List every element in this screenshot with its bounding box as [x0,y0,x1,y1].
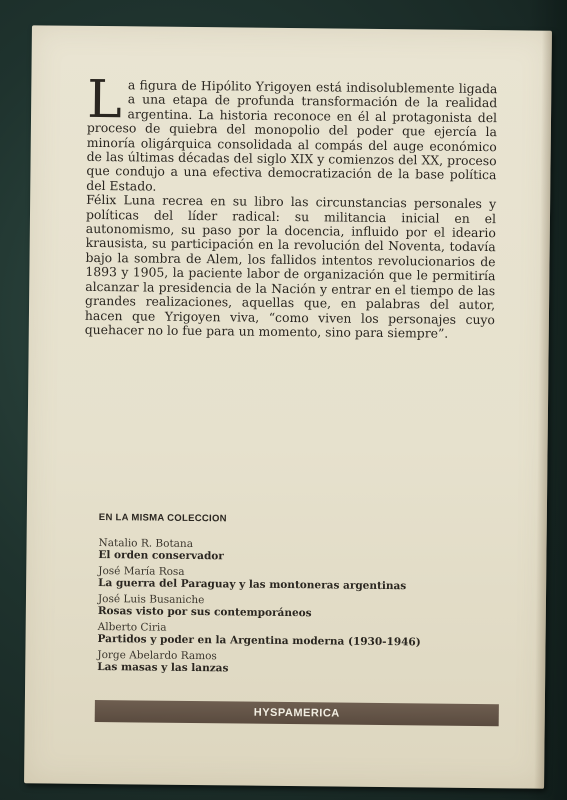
publisher-name: HYSPAMERICA [253,706,340,720]
entry-title: El orden conservador [98,549,224,563]
entry-title: Rosas visto por sus contemporáneos [97,605,312,620]
entry-author: Alberto Ciria [97,621,167,634]
entry-author: Natalio R. Botana [98,537,194,551]
list-item [98,537,498,565]
list-item [98,593,498,621]
dropcap-letter: L [86,69,123,131]
entry-author: José María Rosa [98,565,185,578]
blurb-paragraph-1 [86,69,498,198]
blurb-text [84,69,498,342]
book-back-cover [24,25,552,788]
collection-list [97,512,499,681]
publisher-bar [95,700,499,726]
list-item [97,649,497,677]
entry-title: Partidos y poder en la Argentina moderna (1930-1946) [97,633,421,649]
collection-heading: EN LA MISMA COLECCION [98,512,227,525]
entry-title: La guerra del Paraguay y las montoneras argentinas [98,577,407,593]
entry-author: Jorge Abelardo Ramos [97,649,217,663]
entry-author: José Luis Busaniche [97,593,205,607]
list-item [98,565,498,593]
entry-title: Las masas y las lanzas [97,661,229,675]
blurb-paragraph-2: Félix Luna recrea en su libro las circunstancias personales y políticas del líder radical: su militancia inicial en el autonomismo, su paso por la docencia, influido por el ideario krausista, su participación en la revolución del Noventa, todavía bajo la sombra de Alem, los fallidos intentos revolucionarios de 1893 y 1905, la paciente labor de organización que le permitiría alcanzar la presidencia de la Nación y entrar en el tiempo de las grandes realizaciones, aquellas que, en palabras del autor, hacen que Yrigoyen viva, “como viven los personajes cuyo quehacer no lo fue para un momento, sino para siempre”. [84,192,497,341]
blurb-paragraph-1-text: a figura de Hipólito Yrigoyen está indisolublemente ligada a una etapa de profunda transformación de la realidad argentina. La historia reconoce en él al protagonista del proceso de quiebra del monopolio del poder que ejercía la minoría oligárquica consolidada al compás del auge económico de las últimas décadas del siglo XIX y comienzos del XX, proceso que condujo a una efectiva democratización de la base política del Estado. [86,77,498,194]
list-item [97,621,497,649]
